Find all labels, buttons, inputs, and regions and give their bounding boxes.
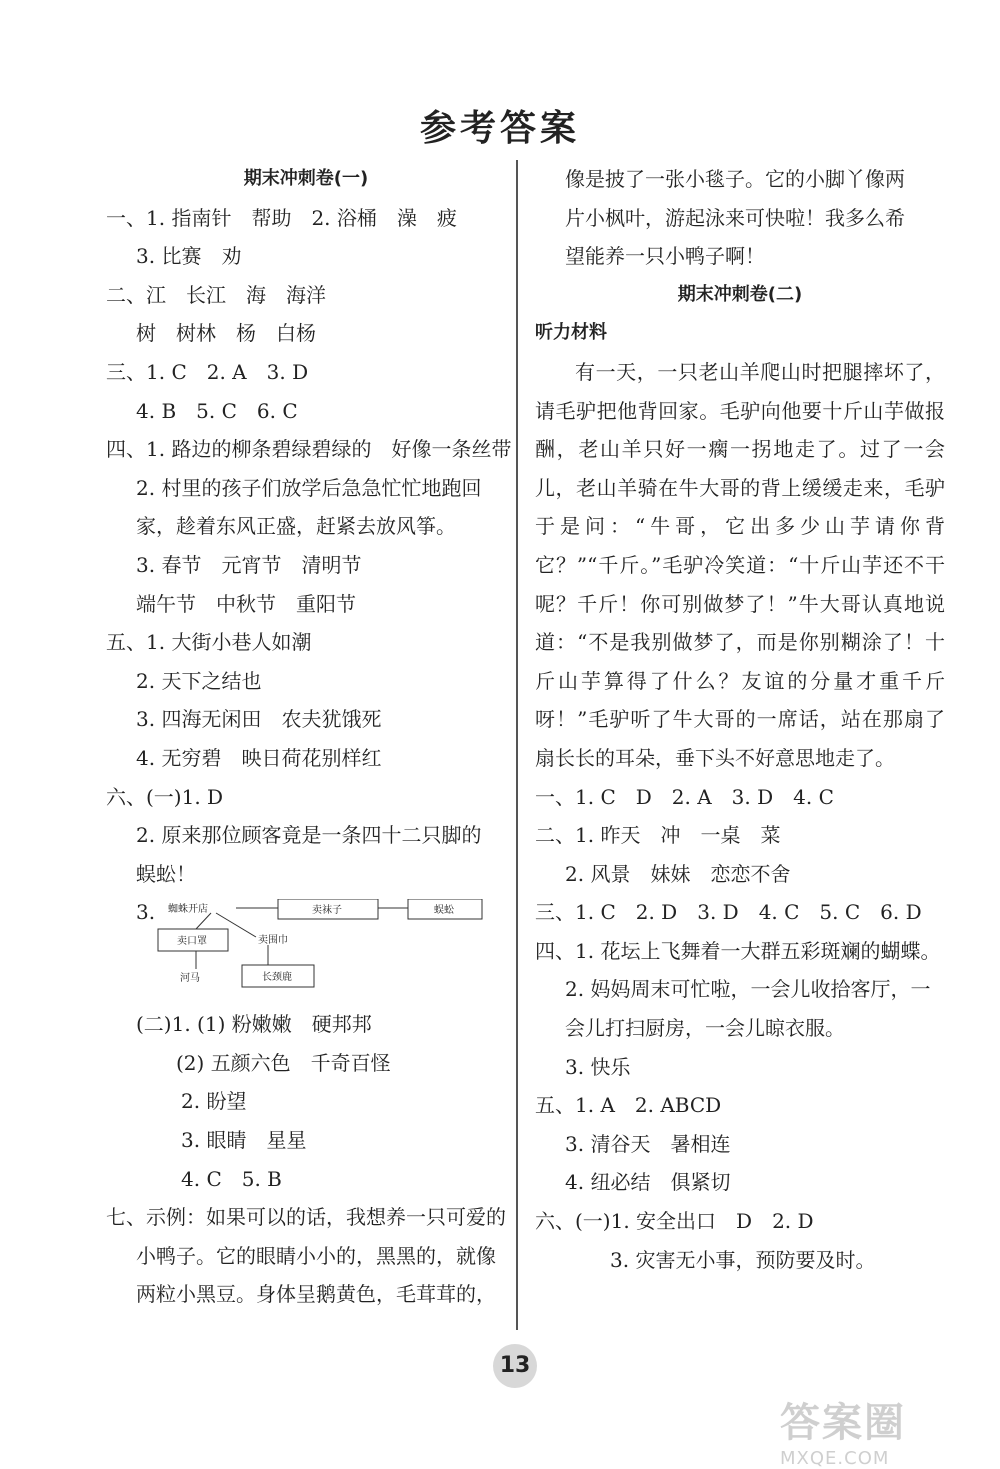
answer-line: 4. B 5. C 6. C [136, 398, 298, 423]
listening-title: 听力材料 [535, 322, 607, 344]
left-column [106, 160, 512, 1314]
answer-line: 3. 四海无闲田 农夫犹饿死 [136, 707, 382, 732]
answer-line: 望能养一只小鸭子啊！ [565, 244, 765, 269]
answer-line: 2. 村里的孩子们放学后急急忙忙地跑回 [136, 475, 482, 500]
answer-line: 2. 盼望 [181, 1089, 247, 1114]
answer-line: 片小枫叶，游起泳来可快啦！我多么希 [565, 205, 905, 230]
section-title-exam-2: 期末冲刺卷(二) [677, 283, 803, 305]
answer-line: 四、1. 路边的柳条碧绿碧绿的 好像一条丝带 [106, 437, 512, 462]
right-column [535, 160, 945, 1279]
answer-line: 一、1. C D 2. A 3. D 4. C [535, 784, 834, 809]
answer-line: 像是披了一张小毯子。它的小脚丫像两 [565, 167, 905, 191]
answer-line: 2. 天下之结也 [136, 668, 262, 693]
answer-line: 三、1. C 2. A 3. D [106, 359, 309, 384]
answer-line: 3. 清谷天 暑相连 [565, 1131, 731, 1156]
diagram-node: 卖围巾 [258, 935, 288, 947]
answer-line: 树 树林 杨 白杨 [136, 321, 316, 346]
answer-line: 3. 比赛 劝 [136, 244, 242, 269]
diagram-node: 蜘蛛开店 [168, 904, 208, 916]
answer-line: 二、江 长江 海 海洋 [106, 282, 326, 307]
answer-line: 三、1. C 2. D 3. D 4. C 5. C 6. D [535, 900, 922, 925]
answer-line: 2. 妈妈周末可忙啦，一会儿收拾客厅，一 [565, 977, 931, 1002]
answer-line: 3. 灾害无小事，预防要及时。 [610, 1247, 876, 1272]
diagram-node: 河马 [180, 973, 200, 985]
diagram-node: 蜈蚣 [434, 905, 454, 917]
answer-line: 一、1. 指南针 帮助 2. 浴桶 澡 疲 [106, 205, 457, 230]
diagram-number: 3. [136, 900, 156, 925]
answer-line: 端午节 中秋节 重阳节 [136, 591, 356, 616]
diagram-svg [156, 899, 486, 999]
page-number: 13 [493, 1344, 537, 1388]
answer-line: 两粒小黑豆。身体呈鹅黄色，毛茸茸的， [136, 1282, 496, 1307]
watermark-top: 答案圈 [780, 1400, 906, 1446]
answer-diagram [106, 893, 506, 1005]
answer-line: 4. 纽必结 俱紧切 [565, 1170, 731, 1195]
diagram-node: 卖袜子 [312, 905, 342, 917]
watermark-logo [780, 1391, 980, 1469]
answer-line: 五、1. A 2. ABCD [535, 1093, 722, 1118]
answer-line: 3. 快乐 [565, 1054, 631, 1079]
page-title: 参考答案 [419, 108, 580, 149]
column-divider [516, 160, 518, 1330]
answer-line: 六、(一)1. D [106, 784, 224, 809]
answer-line: 3. 春节 元宵节 清明节 [136, 552, 362, 577]
answer-line: 4. 无穷碧 映日荷花别样红 [136, 745, 382, 770]
answer-line: 五、1. 大街小巷人如潮 [106, 630, 312, 655]
watermark-bottom: MXQE.COM [780, 1448, 890, 1469]
answer-line: 蜈蚣！ [136, 861, 196, 886]
listening-text: 有一天，一只老山羊爬山时把腿摔坏了，请毛驴把他背回家。毛驴向他要十斤山芋做报酬，老山羊只好一瘸一拐地走了。过了一会儿，老山羊骑在牛大哥的背上缓缓走来，毛驴于是问：“牛哥，它出多少山芋请你背它？”“千斤。”毛驴冷笑道：“十斤山芋还不干呢？千斤！你可别做梦了！”牛大哥认真地说道：“不是我别做梦了，而是你别糊涂了！十斤山芋算得了什么？友谊的分量才重千斤呀！”毛驴听了牛大哥的一席话，站在那扇了扇长长的耳朵，垂下头不好意思地走了。 [535, 359, 945, 770]
answer-line: 2. 原来那位顾客竟是一条四十二只脚的 [136, 823, 482, 848]
section-title-exam-1: 期末冲刺卷(一) [243, 168, 369, 189]
answer-line: 家，趁着东风正盛，赶紧去放风筝。 [136, 514, 456, 539]
answer-line: 四、1. 花坛上飞舞着一大群五彩斑斓的蝴蝶。 [535, 938, 941, 963]
answer-line: 小鸭子。它的眼睛小小的，黑黑的，就像 [136, 1243, 496, 1268]
answer-line: (二)1. (1) 粉嫩嫩 硬邦邦 [136, 1012, 372, 1037]
answer-line: 会儿打扫厨房，一会儿晾衣服。 [565, 1016, 845, 1041]
answer-line: 3. 眼睛 星星 [181, 1128, 307, 1153]
answer-line: 4. C 5. B [181, 1166, 282, 1191]
answer-line: 七、示例：如果可以的话，我想养一只可爱的 [106, 1205, 506, 1230]
diagram-node: 长颈鹿 [262, 972, 292, 984]
answer-line: (2) 五颜六色 千奇百怪 [176, 1050, 391, 1075]
diagram-node: 卖口罩 [177, 936, 207, 948]
answer-line: 2. 风景 妹妹 恋恋不舍 [565, 861, 791, 886]
answer-line: 二、1. 昨天 冲 一桌 菜 [535, 823, 781, 848]
answer-line: 六、(一)1. 安全出口 D 2. D [535, 1209, 814, 1234]
